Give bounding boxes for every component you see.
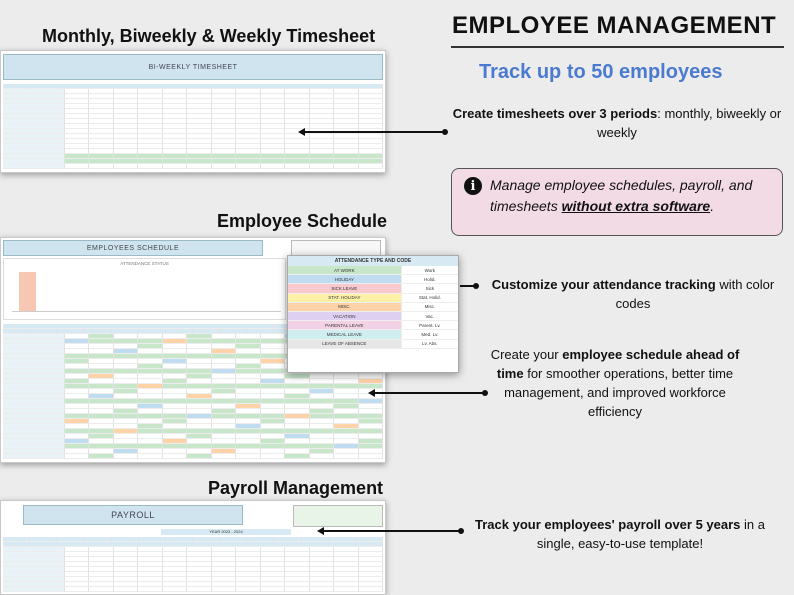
payroll-banner: PAYROLL bbox=[23, 505, 243, 525]
attendance-legend-row bbox=[288, 294, 458, 303]
attendance-legend-title: ATTENDANCE TYPE AND CODE bbox=[288, 256, 458, 266]
sheet-cell bbox=[285, 454, 309, 459]
info-text: Manage employee schedules, payroll, and timesheets without extra software. bbox=[490, 177, 753, 214]
sheet-cell bbox=[236, 587, 260, 592]
sheet-cell bbox=[163, 164, 187, 169]
attendance-callout: Customize your attendance tracking with color codes bbox=[491, 277, 775, 311]
sheet-cell bbox=[334, 454, 358, 459]
attendance-legend-row bbox=[288, 284, 458, 293]
sheet-cell bbox=[310, 164, 334, 169]
sheet-cell bbox=[261, 587, 285, 592]
attendance-legend-row bbox=[288, 312, 458, 321]
timesheet-section-title: Monthly, Biweekly & Weekly Timesheet bbox=[42, 26, 376, 46]
sheet-cell bbox=[334, 587, 358, 592]
attendance-type-name: STAT. HOLIDAY bbox=[288, 294, 401, 302]
sheet-cell bbox=[138, 587, 162, 592]
sheet-cell bbox=[65, 164, 89, 169]
sheet-cell bbox=[138, 454, 162, 459]
timesheet-arrow-head bbox=[298, 128, 305, 136]
sheet-cell bbox=[114, 454, 138, 459]
attendance-legend bbox=[287, 255, 459, 373]
attendance-type-code: Holid. bbox=[401, 275, 458, 283]
payroll-grid bbox=[3, 537, 383, 595]
attendance-type-name: MISC. bbox=[288, 303, 401, 311]
sheet-cell bbox=[212, 454, 236, 459]
sheet-cell bbox=[212, 587, 236, 592]
attendance-type-code: Parent. Lv. bbox=[401, 321, 458, 329]
attendance-legend-row bbox=[288, 275, 458, 284]
info-icon: i bbox=[464, 177, 482, 195]
attendance-type-name: PARENTAL LEAVE bbox=[288, 321, 401, 329]
schedule-section-title: Employee Schedule bbox=[217, 211, 388, 231]
sheet-cell bbox=[285, 587, 309, 592]
attendance-type-code: Stat. Holid. bbox=[401, 294, 458, 302]
sheet-cell bbox=[310, 454, 334, 459]
attendance-type-code: Med. Lv. bbox=[401, 330, 458, 338]
payroll-year: YEAR 2023 - 2024 bbox=[161, 529, 291, 535]
payroll-arrow-head bbox=[317, 527, 324, 535]
sheet-cell bbox=[261, 164, 285, 169]
sheet-cell bbox=[359, 454, 383, 459]
sheet-cell bbox=[359, 587, 383, 592]
sheet-cell bbox=[65, 454, 89, 459]
payroll-callout: Track your employees' payroll over 5 years in a single, easy-to-use template! bbox=[475, 517, 765, 551]
page-title: EMPLOYEE MANAGEMENT bbox=[452, 12, 777, 39]
chart-bar bbox=[19, 272, 36, 312]
payroll-options-box bbox=[293, 505, 383, 527]
attendance-legend-row bbox=[288, 330, 458, 339]
chart-baseline bbox=[12, 311, 281, 312]
attendance-legend-row bbox=[288, 321, 458, 330]
sheet-cell bbox=[163, 587, 187, 592]
attendance-type-code: Misc. bbox=[401, 303, 458, 311]
sheet-cell bbox=[89, 164, 113, 169]
sheet-cell bbox=[236, 164, 260, 169]
sheet-cell bbox=[114, 164, 138, 169]
sheet-cell bbox=[212, 164, 236, 169]
sheet-cell bbox=[359, 164, 383, 169]
attendance-type-name: AT WORK bbox=[288, 266, 401, 274]
sheet-cell bbox=[334, 164, 358, 169]
timesheet-grid bbox=[3, 84, 383, 170]
sheet-cell bbox=[310, 587, 334, 592]
schedule-callout: Create your employee schedule ahead of time for smoother operations, better time management, and improved workforce efficiency bbox=[490, 347, 740, 419]
attendance-type-name: VACATION bbox=[288, 312, 401, 320]
sheet-cell bbox=[89, 587, 113, 592]
attendance-arrow-line bbox=[460, 285, 476, 287]
timesheet-preview bbox=[0, 50, 386, 173]
sheet-cell bbox=[236, 454, 260, 459]
schedule-banner: EMPLOYEES SCHEDULE bbox=[3, 240, 263, 256]
attendance-legend-row bbox=[288, 340, 458, 349]
schedule-chart-label: ATTENDANCE STATUS bbox=[120, 261, 169, 266]
sheet-cell bbox=[138, 164, 162, 169]
sheet-cell bbox=[3, 587, 65, 592]
attendance-type-code: Lv. Abs. bbox=[401, 340, 458, 348]
payroll-preview bbox=[0, 500, 386, 595]
page-subtitle: Track up to 50 employees bbox=[479, 61, 723, 83]
schedule-arrow-head bbox=[368, 389, 375, 397]
schedule-chart bbox=[3, 258, 286, 320]
sheet-cell bbox=[3, 454, 65, 459]
sheet-cell bbox=[285, 164, 309, 169]
sheet-cell bbox=[187, 587, 211, 592]
sheet-cell bbox=[187, 164, 211, 169]
attendance-type-name: SICK LEAVE bbox=[288, 284, 401, 292]
timesheet-callout: Create timesheets over 3 periods: monthly, biweekly or weekly bbox=[452, 106, 782, 140]
sheet-row bbox=[3, 587, 383, 592]
attendance-type-code: Vac. bbox=[401, 312, 458, 320]
attendance-type-name: MEDICAL LEAVE bbox=[288, 330, 401, 338]
sheet-cell bbox=[114, 587, 138, 592]
sheet-cell bbox=[261, 454, 285, 459]
payroll-section-title: Payroll Management bbox=[208, 478, 384, 498]
sheet-cell bbox=[3, 164, 65, 169]
sheet-row bbox=[3, 454, 383, 459]
sheet-row bbox=[3, 164, 383, 169]
sheet-cell bbox=[187, 454, 211, 459]
attendance-type-code: Work bbox=[401, 266, 458, 274]
attendance-type-name: LEAVE OF ABSENCE bbox=[288, 340, 401, 348]
payroll-arrow-line bbox=[324, 530, 462, 532]
attendance-legend-row bbox=[288, 303, 458, 312]
attendance-legend-row bbox=[288, 266, 458, 275]
timesheet-banner: BI-WEEKLY TIMESHEET bbox=[3, 54, 383, 80]
schedule-arrow-line bbox=[375, 392, 485, 394]
timesheet-arrow-line bbox=[305, 131, 445, 133]
sheet-cell bbox=[89, 454, 113, 459]
attendance-type-name: HOLIDAY bbox=[288, 275, 401, 283]
title-divider bbox=[451, 46, 784, 48]
sheet-cell bbox=[65, 587, 89, 592]
sheet-cell bbox=[163, 454, 187, 459]
info-box bbox=[451, 168, 783, 236]
attendance-type-code: Sick bbox=[401, 284, 458, 292]
